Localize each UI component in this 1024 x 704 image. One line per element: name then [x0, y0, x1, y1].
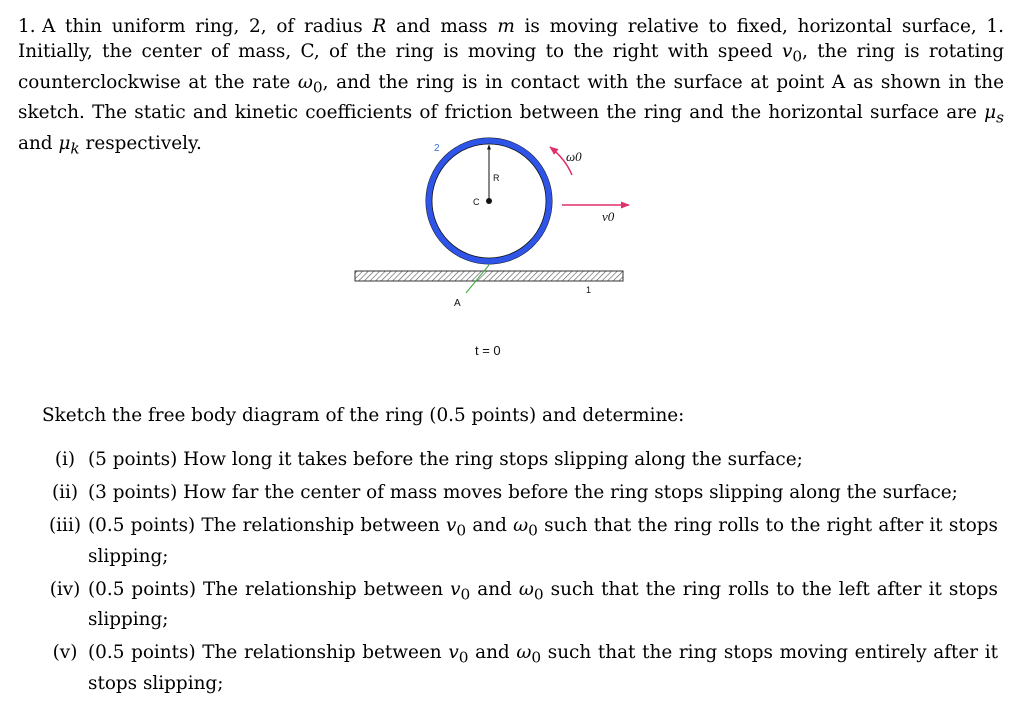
question-item: [42, 640, 998, 696]
radius-label: R: [493, 173, 500, 183]
problem-text: A thin uniform ring, 2, of radius R and mass m is moving relative to fixed, horizontal surface, 1. Initially, the center of mass, C, of the ring is moving to the right with speed $v_0$, the ring is rotating counterclockwise at the rate $\omega_0$, and the ring is in contact with the surface at point A as shown in the sketch. The static and kinetic coefficients of friction between the ring and the horizontal surface are $\mu_s$ and $\mu_k$ respectively.: [18, 16, 1005, 158]
question-list: [42, 447, 998, 704]
question-label: (iii): [49, 515, 81, 536]
surface-label: 1: [586, 285, 592, 295]
contact-label: A: [454, 298, 461, 309]
question-item: [42, 480, 998, 505]
ring-label: 2: [434, 143, 440, 154]
question-text: (0.5 points) The relationship between $v_0$ and $\omega_0$ such that the ring rolls to the right after it stops slipping;: [88, 515, 998, 567]
center-of-mass-dot: [486, 198, 492, 204]
center-label: C: [473, 197, 480, 207]
question-label: (v): [52, 642, 78, 664]
omega-label: ω0: [566, 149, 582, 164]
velocity-label: v0: [602, 209, 615, 224]
task-intro: Sketch the free body diagram of the ring (0.5 points) and determine:: [42, 405, 685, 426]
question-text: (0.5 points) The relationship between $v_0$ and $\omega_0$ such that the ring rolls to the left after it stops slipping;: [88, 578, 998, 631]
question-item: [42, 447, 998, 472]
problem-number: 1.: [18, 16, 36, 37]
question-text: (3 points) How far the center of mass moves before the ring stops slipping along the surface;: [88, 482, 958, 503]
time-label: t = 0: [475, 343, 501, 358]
question-item: [42, 577, 998, 633]
horizontal-surface: [355, 271, 623, 281]
question-label: (iv): [49, 578, 81, 600]
question-text: (0.5 points) The relationship between $v_0$ and $\omega_0$ such that the ring stops moving entirely after it stops slipping;: [88, 642, 998, 695]
question-text: (5 points) How long it takes before the ring stops slipping along the surface;: [88, 449, 803, 470]
question-label: (ii): [51, 482, 79, 503]
ring-figure: [340, 135, 640, 365]
question-item: [42, 513, 998, 569]
question-label: (i): [54, 449, 76, 470]
